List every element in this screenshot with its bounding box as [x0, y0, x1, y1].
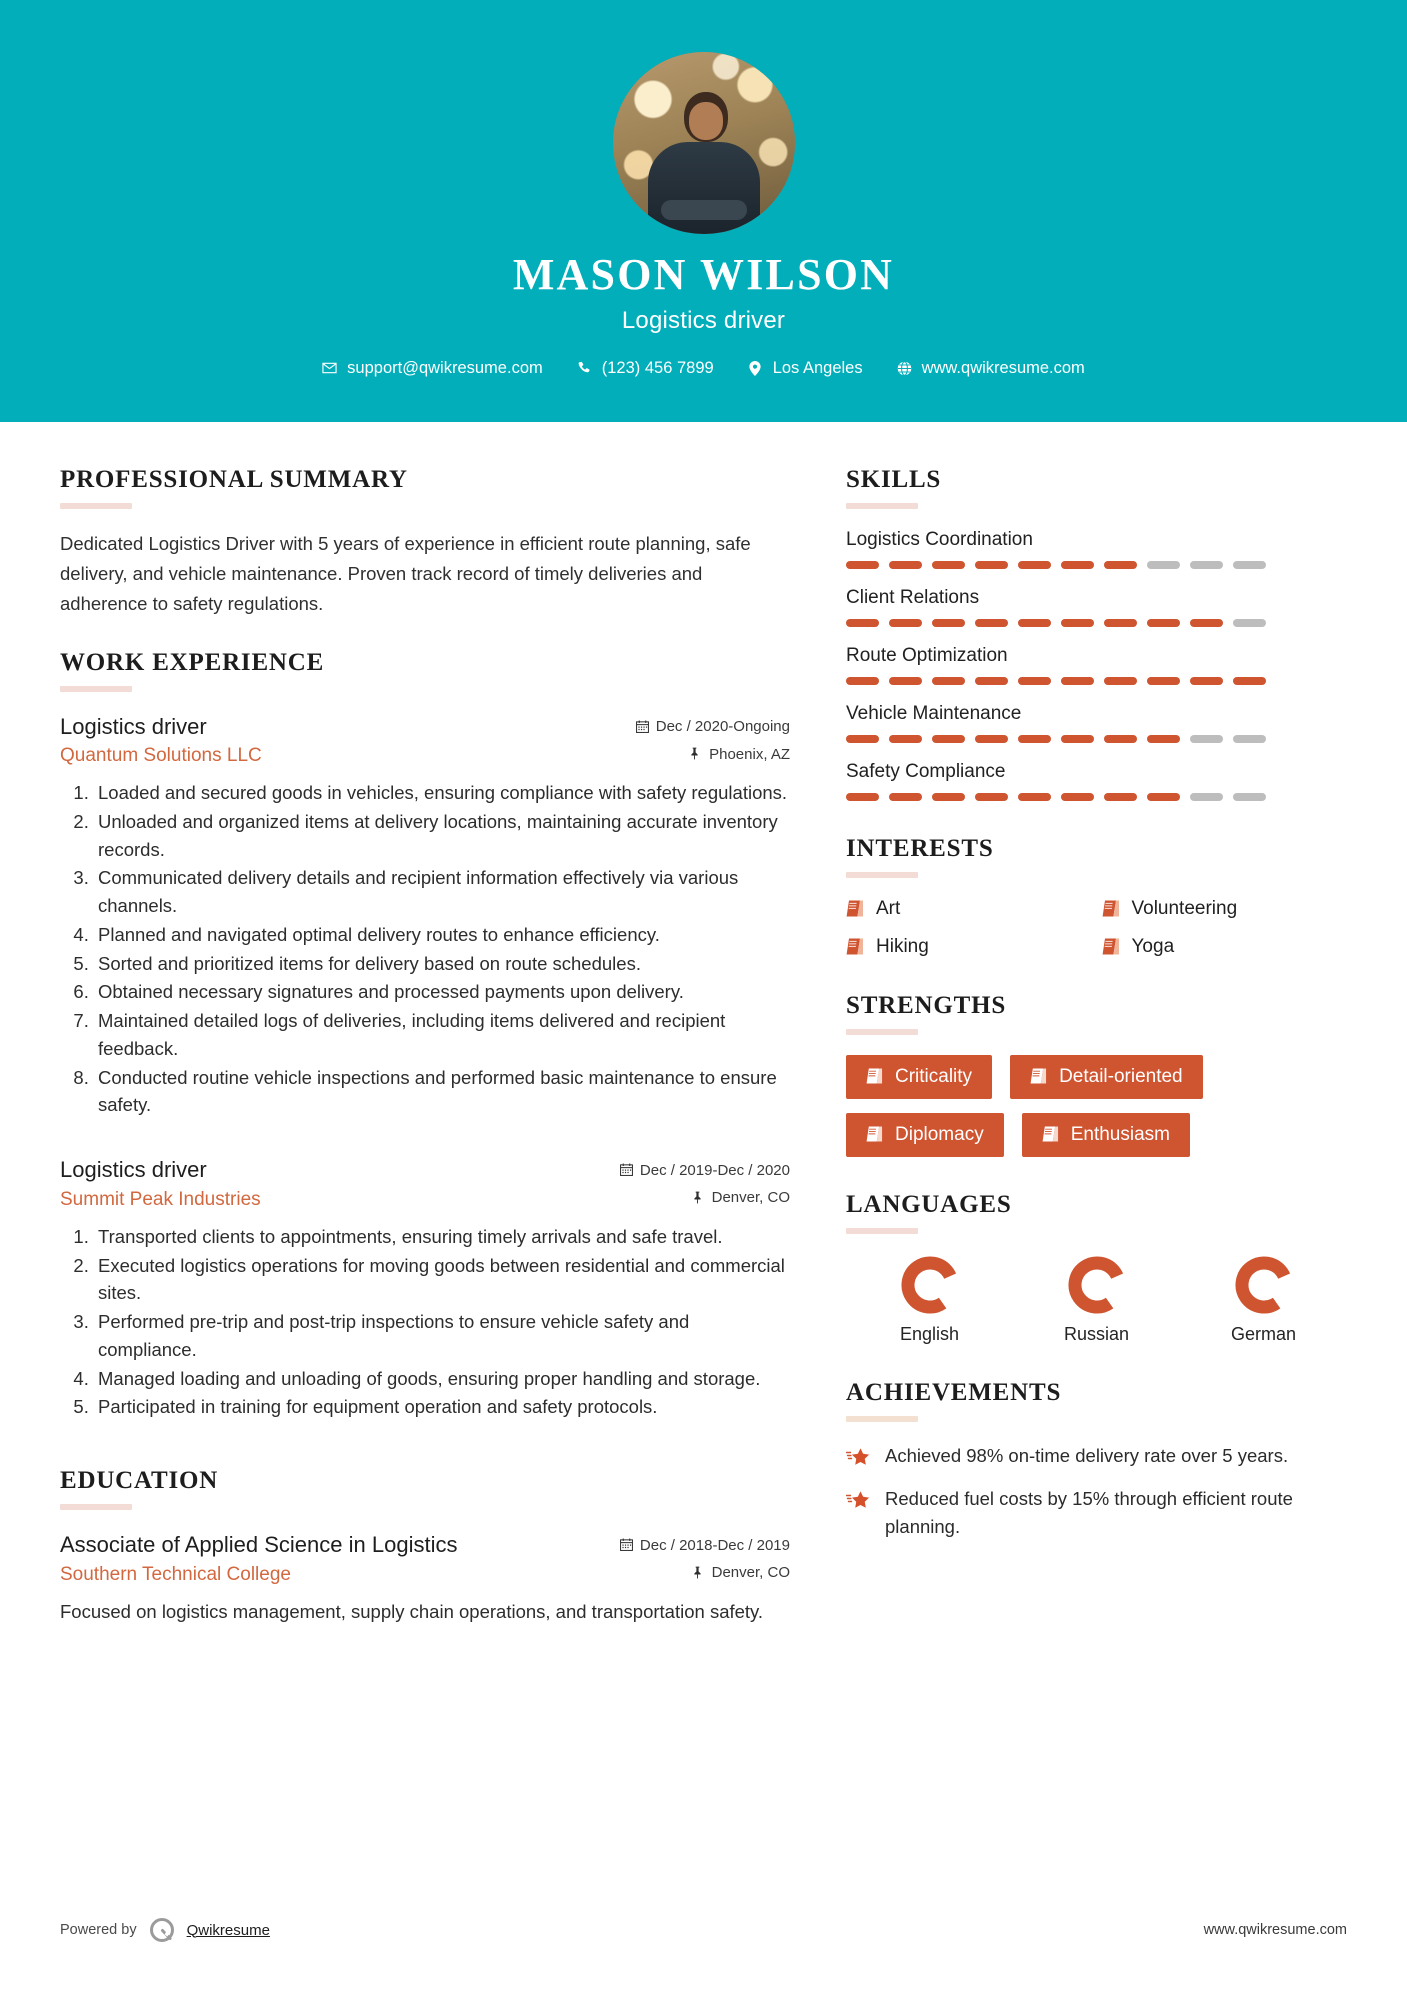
skill-dash — [1104, 677, 1137, 685]
list-item: 2. Executed logistics operations for moving goods between residential and commercial sites. — [94, 1252, 790, 1308]
section-languages — [846, 1191, 1347, 1345]
section-professional-summary — [60, 466, 790, 619]
work-entry-head — [60, 712, 790, 742]
work-entry-sub — [60, 745, 790, 767]
book-icon — [846, 937, 864, 956]
skill-dash — [1190, 793, 1223, 801]
contact-website[interactable] — [880, 359, 1102, 378]
skill-dash — [1233, 561, 1266, 569]
language-item — [1013, 1254, 1180, 1345]
section-rule — [60, 686, 132, 692]
work-dates-text: Dec / 2020-Ongoing — [655, 718, 790, 735]
resume-body — [0, 422, 1407, 1657]
section-title-strengths: STRENGTHS — [846, 991, 1007, 1019]
interest-label: Yoga — [1131, 935, 1175, 957]
list-item: 5. Sorted and prioritized items for delivery based on route schedules. — [94, 950, 790, 978]
skill-item — [846, 529, 1347, 569]
section-title-achievements: ACHIEVEMENTS — [846, 1378, 1062, 1406]
calendar-icon — [620, 1538, 633, 1552]
skill-dash — [1233, 619, 1266, 627]
page-footer — [0, 1916, 1407, 1944]
summary-text: Dedicated Logistics Driver with 5 years of experience in efficient route planning, safe delivery, and vehicle maintenance. Proven track record of timely deliveries and adherence to safety regulations. — [60, 532, 751, 614]
work-organization: Summit Peak Industries — [60, 1188, 261, 1210]
section-rule — [60, 1504, 132, 1510]
skill-dash — [1147, 735, 1180, 743]
skill-dash — [975, 735, 1008, 743]
language-label: English — [899, 1323, 960, 1344]
skill-dash — [846, 619, 879, 627]
book-icon — [1042, 1125, 1060, 1144]
skill-dash — [1018, 735, 1051, 743]
section-rule — [846, 503, 918, 509]
star-icon — [846, 1445, 871, 1469]
list-item: 1. Transported clients to appointments, ensuring timely arrivals and safe travel. — [94, 1223, 790, 1251]
skill-dash — [889, 735, 922, 743]
section-achievements — [846, 1379, 1347, 1541]
achievement-text: Reduced fuel costs by 15% through efficient route planning. — [885, 1488, 1293, 1538]
strength-label: Diplomacy — [895, 1123, 984, 1145]
skill-rating — [846, 735, 1347, 743]
work-dates — [636, 718, 790, 735]
work-bullets — [60, 779, 790, 1119]
resume-header — [0, 0, 1407, 422]
skill-dash — [975, 619, 1008, 627]
language-item — [1180, 1254, 1347, 1345]
skill-dash — [1061, 561, 1094, 569]
work-entry — [60, 712, 790, 1120]
interest-item — [846, 898, 1092, 920]
list-item: 4. Planned and navigated optimal delivery routes to enhance efficiency. — [94, 921, 790, 949]
skill-dash — [1233, 735, 1266, 743]
book-icon — [1102, 937, 1120, 956]
skill-dash — [846, 677, 879, 685]
section-rule — [846, 872, 918, 878]
work-location — [692, 1189, 790, 1206]
interest-label: Volunteering — [1131, 897, 1238, 919]
interest-item — [1102, 898, 1348, 920]
section-title-interests: INTERESTS — [846, 834, 994, 862]
skill-dash — [1233, 793, 1266, 801]
strength-label: Detail-oriented — [1059, 1065, 1183, 1087]
qwikresume-logo-icon — [148, 1916, 176, 1944]
list-item: 7. Maintained detailed logs of deliveries, including items delivered and recipient feedback. — [94, 1007, 790, 1063]
list-item: 8. Conducted routine vehicle inspections and performed basic maintenance to ensure safety. — [94, 1064, 790, 1120]
skill-dash — [932, 677, 965, 685]
skill-dash — [1147, 793, 1180, 801]
work-role: Logistics driver — [60, 1157, 207, 1183]
skill-dash — [1061, 735, 1094, 743]
education-degree: Associate of Applied Science in Logistics — [60, 1532, 458, 1558]
location-pin-icon — [748, 361, 763, 376]
language-label: Russian — [1063, 1323, 1130, 1344]
interests-grid — [846, 898, 1347, 958]
list-item: 6. Obtained necessary signatures and processed payments upon delivery. — [94, 978, 790, 1006]
skill-dash — [889, 619, 922, 627]
skill-dash — [1018, 619, 1051, 627]
skill-dash — [1018, 793, 1051, 801]
skill-dash — [846, 561, 879, 569]
left-column — [60, 466, 790, 1657]
strength-chip[interactable] — [1022, 1113, 1190, 1157]
language-ring-chart — [1233, 1254, 1295, 1316]
skill-dash — [1147, 619, 1180, 627]
section-rule — [846, 1029, 918, 1035]
skill-dash — [932, 735, 965, 743]
skill-label: Safety Compliance — [846, 760, 1006, 782]
strength-label: Criticality — [895, 1065, 973, 1087]
pushpin-icon — [689, 747, 702, 761]
skill-dash — [1147, 677, 1180, 685]
section-title-education: EDUCATION — [60, 1467, 219, 1495]
section-title-languages: LANGUAGES — [846, 1190, 1012, 1218]
section-title-work: WORK EXPERIENCE — [60, 648, 325, 676]
avatar-arms — [661, 200, 747, 220]
contact-phone[interactable] — [560, 359, 731, 378]
skill-dash — [1061, 619, 1094, 627]
education-dates — [620, 1537, 790, 1554]
skill-dash — [1104, 619, 1137, 627]
skill-dash — [1104, 793, 1137, 801]
work-location-text: Denver, CO — [711, 1189, 790, 1207]
skill-dash — [1233, 677, 1266, 685]
skill-rating — [846, 561, 1347, 569]
skill-dash — [1018, 561, 1051, 569]
book-icon — [866, 1067, 884, 1086]
list-item: 3. Performed pre-trip and post-trip inspections to ensure vehicle safety and compliance. — [94, 1308, 790, 1364]
list-item: 5. Participated in training for equipment operation and safety protocols. — [94, 1393, 790, 1421]
skill-rating — [846, 619, 1347, 627]
section-rule — [846, 1416, 918, 1422]
pushpin-icon — [692, 1191, 705, 1205]
book-icon — [846, 899, 864, 918]
strength-chip[interactable] — [846, 1055, 992, 1099]
contact-website-text: www.qwikresume.com — [921, 358, 1085, 377]
list-item: 3. Communicated delivery details and recipient information effectively via various channels. — [94, 864, 790, 920]
list-item: 1. Loaded and secured goods in vehicles, ensuring compliance with safety regulations. — [94, 779, 790, 807]
job-title: Logistics driver — [621, 306, 786, 334]
skill-dash — [1104, 561, 1137, 569]
email-icon — [322, 361, 337, 376]
skill-dash — [932, 793, 965, 801]
skill-item — [846, 587, 1347, 627]
skill-rating — [846, 793, 1347, 801]
qwikresume-brand-link[interactable]: Qwikresume — [186, 1921, 270, 1939]
list-item: 4. Managed loading and unloading of goods, ensuring proper handling and storage. — [94, 1365, 790, 1393]
skill-label: Logistics Coordination — [846, 528, 1033, 550]
contact-email-text: support@qwikresume.com — [347, 358, 543, 377]
language-ring-chart — [899, 1254, 961, 1316]
section-education — [60, 1467, 790, 1626]
contact-row — [0, 359, 1407, 378]
pushpin-icon — [692, 1566, 705, 1580]
strength-label: Enthusiasm — [1070, 1123, 1170, 1145]
skill-dash — [1190, 735, 1223, 743]
interest-label: Hiking — [876, 935, 929, 957]
calendar-icon — [636, 720, 649, 734]
skill-dash — [1061, 677, 1094, 685]
skill-label: Client Relations — [846, 586, 980, 608]
skill-item — [846, 645, 1347, 685]
right-column — [846, 466, 1347, 1571]
work-entry — [60, 1155, 790, 1421]
skill-dash — [932, 619, 965, 627]
page-title: MASON WILSON — [512, 250, 895, 299]
skill-dash — [889, 677, 922, 685]
star-icon — [846, 1488, 871, 1512]
skill-dash — [1147, 561, 1180, 569]
achievement-item — [846, 1485, 1347, 1541]
work-dates — [620, 1162, 790, 1179]
education-description: Focused on logistics management, supply chain operations, and transportation safety. — [60, 1600, 764, 1622]
book-icon — [1102, 899, 1120, 918]
footer-website-url[interactable]: www.qwikresume.com — [1203, 1922, 1347, 1938]
skill-dash — [975, 561, 1008, 569]
contact-location[interactable] — [731, 359, 880, 378]
section-title-summary: PROFESSIONAL SUMMARY — [60, 465, 408, 493]
language-ring-chart — [1066, 1254, 1128, 1316]
education-entry-sub — [60, 1564, 790, 1586]
skill-dash — [846, 735, 879, 743]
powered-by-block — [60, 1916, 270, 1944]
achievement-item — [846, 1442, 1347, 1470]
section-work-experience — [60, 649, 790, 1422]
work-bullets — [60, 1223, 790, 1421]
strength-chip[interactable] — [1010, 1055, 1203, 1099]
education-location — [692, 1564, 790, 1581]
work-entry-head — [60, 1155, 790, 1185]
work-location — [689, 746, 790, 763]
skill-rating — [846, 677, 1347, 685]
strength-chip[interactable] — [846, 1113, 1004, 1157]
education-location-text: Denver, CO — [711, 1564, 790, 1582]
interest-label: Art — [876, 897, 901, 919]
section-strengths — [846, 992, 1347, 1157]
section-skills — [846, 466, 1347, 801]
education-entry — [60, 1530, 790, 1626]
skill-label: Vehicle Maintenance — [846, 702, 1022, 724]
achievement-text: Achieved 98% on-time delivery rate over 5 years. — [885, 1444, 1289, 1466]
contact-phone-text: (123) 456 7899 — [601, 358, 714, 377]
skill-dash — [1190, 677, 1223, 685]
interest-item — [1102, 936, 1348, 958]
languages-row — [846, 1254, 1347, 1345]
skill-dash — [1061, 793, 1094, 801]
strengths-grid — [846, 1055, 1347, 1157]
book-icon — [1030, 1067, 1048, 1086]
skill-dash — [1018, 677, 1051, 685]
phone-icon — [577, 361, 592, 376]
skill-dash — [975, 793, 1008, 801]
language-item — [846, 1254, 1013, 1345]
section-rule — [60, 503, 132, 509]
skill-item — [846, 703, 1347, 743]
skill-dash — [975, 677, 1008, 685]
work-entry-sub — [60, 1189, 790, 1211]
avatar-body — [648, 142, 760, 234]
contact-email[interactable] — [305, 359, 560, 378]
education-school: Southern Technical College — [60, 1563, 291, 1585]
skill-dash — [932, 561, 965, 569]
interest-item — [846, 936, 1092, 958]
work-role: Logistics driver — [60, 713, 207, 739]
avatar — [613, 52, 795, 234]
skill-dash — [1190, 619, 1223, 627]
skill-label: Route Optimization — [846, 644, 1008, 666]
skill-dash — [1190, 561, 1223, 569]
work-organization: Quantum Solutions LLC — [60, 745, 262, 767]
skill-item — [846, 761, 1347, 801]
skill-dash — [889, 561, 922, 569]
education-entry-head — [60, 1530, 790, 1560]
work-dates-text: Dec / 2019-Dec / 2020 — [639, 1161, 790, 1179]
section-rule — [846, 1228, 918, 1234]
book-icon — [866, 1125, 884, 1144]
avatar-face — [689, 102, 723, 140]
globe-icon — [897, 361, 912, 376]
skill-dash — [846, 793, 879, 801]
skill-dash — [1104, 735, 1137, 743]
education-dates-text: Dec / 2018-Dec / 2019 — [639, 1536, 790, 1554]
powered-by-label: Powered by — [60, 1922, 137, 1938]
work-location-text: Phoenix, AZ — [709, 745, 790, 763]
skill-dash — [889, 793, 922, 801]
section-interests — [846, 835, 1347, 958]
contact-location-text: Los Angeles — [772, 358, 863, 377]
calendar-icon — [620, 1163, 633, 1177]
language-label: German — [1230, 1323, 1297, 1344]
section-title-skills: SKILLS — [846, 465, 942, 493]
list-item: 2. Unloaded and organized items at delivery locations, maintaining accurate inventory records. — [94, 808, 790, 864]
